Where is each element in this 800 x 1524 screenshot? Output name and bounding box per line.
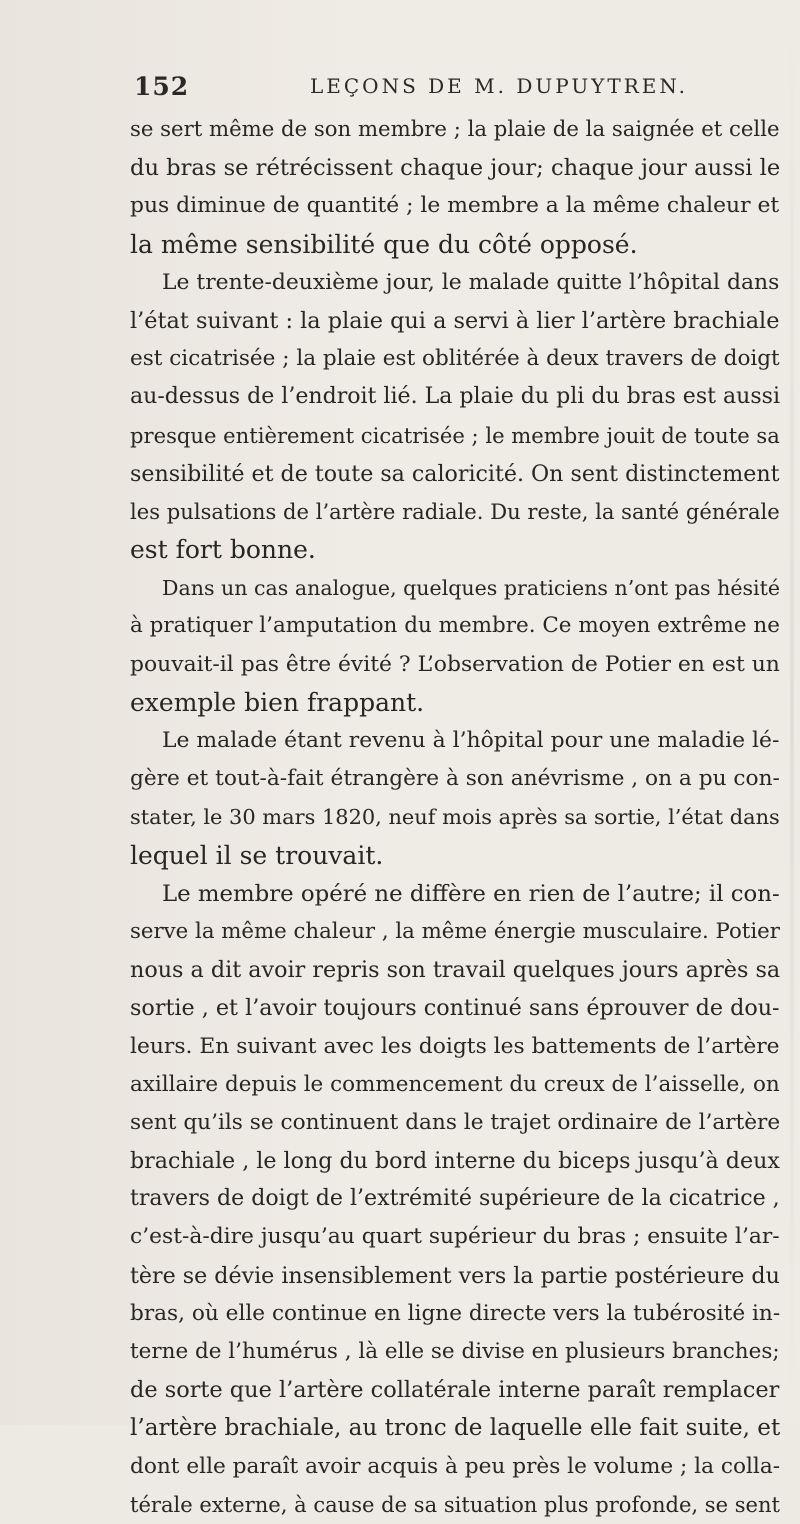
paragraph-first-line: Le membre opéré ne diffère en rien de l’autre; il con- — [162, 880, 780, 907]
paragraph-first-line: Le trente-deuxième jour, le malade quitte l’hôpital dans — [162, 269, 780, 295]
text-line: térale externe, à cause de sa situation plus profonde, se sent — [130, 1491, 781, 1517]
text-line: stater, le 30 mars 1820, neuf mois après sa sortie, l’état dans — [130, 805, 780, 830]
text-line: lequel il se trouvait. — [130, 840, 384, 870]
text-line: l’état suivant : la plaie qui a servi à lier l’artère brachiale — [130, 307, 780, 334]
text-line: de sorte que l’artère collatérale interne paraît remplacer — [130, 1377, 780, 1404]
text-line: du bras se rétrécissent chaque jour; chaque jour aussi le — [130, 155, 781, 182]
text-line: pus diminue de quantité ; le membre a la même chaleur et — [130, 193, 780, 219]
text-line: terne de l’humérus , là elle se divise en plusieurs branches; — [130, 1339, 780, 1364]
page-edge-shadow — [790, 0, 794, 1425]
text-line: brachiale , le long du bord interne du biceps jusqu’à deux — [130, 1148, 780, 1175]
text-line: se sert même de son membre ; la plaie de la saignée et celle — [130, 117, 780, 142]
paragraph-first-line: Dans un cas analogue, quelques praticiens n’ont pas hésité — [162, 576, 781, 601]
text-line: sensibilité et de toute sa caloricité. On sent distinctement — [130, 460, 780, 487]
text-line: c’est-à-dire jusqu’au quart supérieur du bras ; ensuite l’ar- — [130, 1224, 780, 1250]
text-line: la même sensibilité que du côté opposé. — [130, 229, 638, 259]
text-line: dont elle paraît avoir acquis à peu près le volume ; la colla- — [130, 1453, 781, 1479]
text-line: les pulsations de l’artère radiale. Du reste, la santé générale — [130, 498, 780, 524]
text-line: est fort bonne. — [130, 535, 316, 565]
text-line: bras, où elle continue en ligne directe vers la tubérosité in- — [130, 1300, 781, 1326]
text-line: axillaire depuis le commencement du creux de l’aisselle, on — [130, 1071, 780, 1097]
running-head — [134, 72, 730, 112]
text-line: pouvait-il pas être évité ? L’observation de Potier en est un — [130, 651, 780, 677]
page-number: 152 — [134, 72, 190, 101]
text-line: gère et tout-à-fait étrangère à son anévrisme , on a pu con- — [130, 766, 780, 792]
text-line: exemple bien frappant. — [130, 687, 425, 717]
text-line: sortie , et l’avoir toujours continué sans éprouver de dou- — [130, 995, 780, 1022]
paragraph-first-line: Le malade étant revenu à l’hôpital pour une maladie lé- — [162, 728, 780, 753]
running-title: LEÇONS DE M. DUPUYTREN. — [310, 74, 688, 98]
body-text — [130, 111, 780, 1524]
text-line: l’artère brachiale, au tronc de laquelle elle fait suite, et — [130, 1415, 781, 1442]
text-line: tère se dévie insensiblement vers la partie postérieure du — [130, 1262, 780, 1289]
text-line: presque entièrement cicatrisée ; le membre jouit de toute sa — [130, 422, 780, 448]
text-line: nous a dit avoir repris son travail quelques jours après sa — [130, 957, 781, 984]
text-line: à pratiquer l’amputation du membre. Ce moyen extrême ne — [130, 613, 780, 639]
text-line: sent qu’ils se continuent dans le trajet ordinaire de l’artère — [130, 1109, 781, 1135]
text-line: leurs. En suivant avec les doigts les battements de l’artère — [130, 1033, 780, 1059]
text-line: au-dessus de l’endroit lié. La plaie du pli du bras est aussi — [130, 384, 781, 410]
text-line: travers de doigt de l’extrémité supérieure de la cicatrice , — [130, 1186, 780, 1212]
text-line: est cicatrisée ; la plaie est oblitérée à deux travers de doigt — [130, 346, 780, 372]
text-line: serve la même chaleur , la même énergie musculaire. Potier — [130, 918, 780, 944]
